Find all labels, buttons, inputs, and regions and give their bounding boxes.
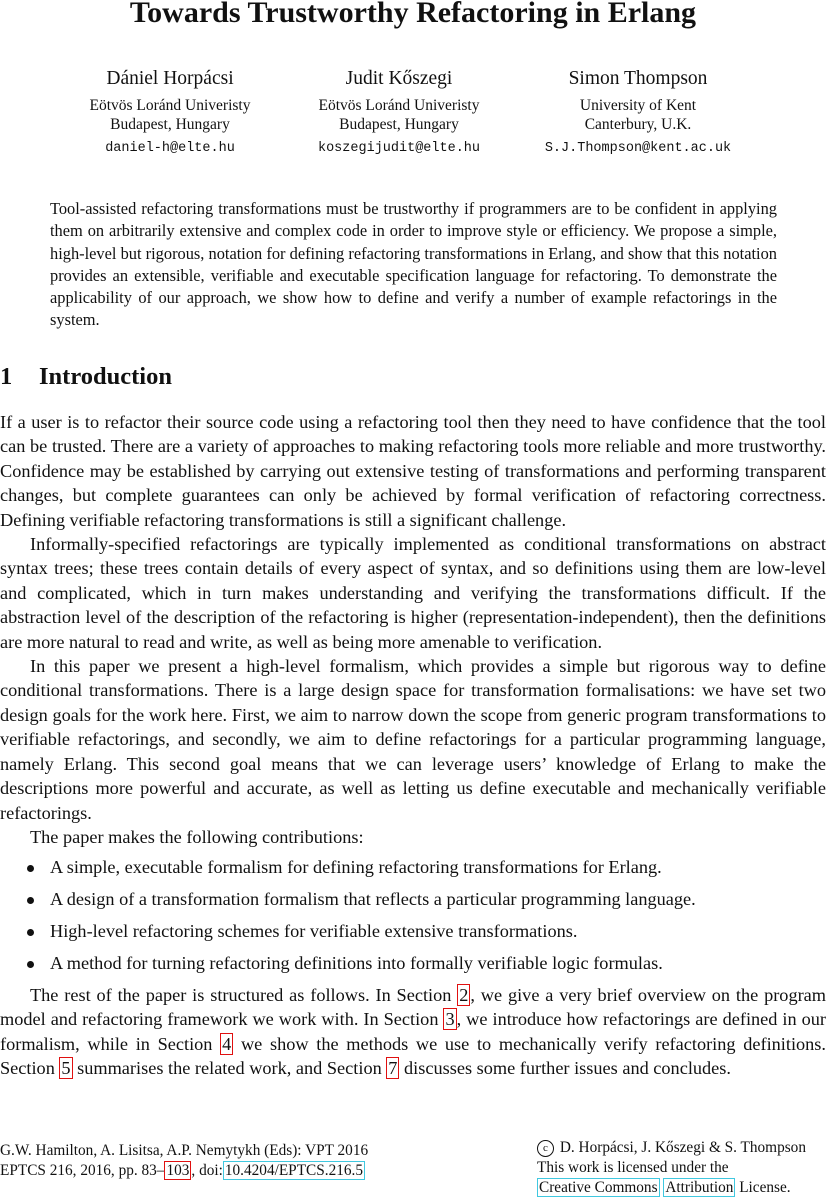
section-body	[0, 410, 826, 1081]
author-email[interactable]: S.J.Thompson@kent.ac.uk	[544, 141, 732, 156]
list-item	[0, 887, 826, 911]
copyright-line	[537, 1138, 806, 1158]
license-text: This work is licensed under the	[537, 1159, 729, 1176]
attribution-link[interactable]: Attribution	[665, 1179, 734, 1196]
text-run: we show the methods we use to mechanically verify refactoring definitions. Section	[0, 1033, 826, 1079]
author-block	[274, 66, 524, 158]
author-email[interactable]: daniel-h@elte.hu	[105, 141, 235, 156]
section-number: 1	[0, 363, 13, 390]
text-run: License.	[735, 1179, 791, 1196]
section-ref-link[interactable]: 2	[459, 984, 469, 1005]
outline-paragraph	[0, 983, 826, 1081]
author-location: Budapest, Hungary	[110, 116, 230, 133]
list-item	[0, 855, 826, 879]
author-institution: Eötvös Loránd Univeristy	[318, 97, 480, 114]
section-heading	[0, 361, 172, 393]
text-run: , we introduce how refactorings are defined in our formalism, while in Section	[0, 1009, 826, 1054]
author-affiliation	[45, 96, 295, 134]
author-affiliation	[513, 96, 763, 134]
copyright-icon: c	[537, 1140, 554, 1157]
text-run: The rest of the paper is structured as follows. In Section	[30, 984, 458, 1005]
text-run: EPTCS 216, 2016, pp. 83–	[0, 1162, 165, 1179]
section-ref-link[interactable]: 7	[388, 1058, 398, 1079]
abstract: Tool-assisted refactoring transformations must be trustworthy if programmers are to be confident in applying them on arbitrarily extensive and complex code in order to improve style or efficiency. We propose a simple, high-level but rigorous, notation for defining refactoring transformations in Erlang, and show that this notation provides an extensible, verifiable and executable specification language for refactoring. To demonstrate the applicability of our approach, we show how to define and verify a number of example refactorings in the system.	[50, 199, 777, 330]
footer-editors: G.W. Hamilton, A. Lisitsa, A.P. Nemytykh (Eds): VPT 2016	[0, 1142, 369, 1159]
bullet-icon	[27, 929, 34, 936]
paragraph: In this paper we present a high-level formalism, which provides a simple but rigorous way to define conditional transformations. There is a large design space for transformation formalisations: we have set two design goals for the work here. First, we aim to narrow down the scope from generic program transformations to verifiable refactorings, and secondly, we aim to define refactorings for a particular programming language, namely Erlang. This second goal means that we can leverage users’ knowledge of Erlang to make the descriptions more powerful and accurate, as well as letting us define executable and mechanically verifiable refactorings.	[0, 656, 826, 823]
bullet-icon	[27, 961, 34, 968]
license-footer	[537, 1138, 806, 1198]
author-block	[45, 66, 295, 158]
author-email[interactable]: koszegijudit@elte.hu	[317, 141, 481, 156]
list-item	[0, 951, 826, 975]
creative-commons-link[interactable]: Creative Commons	[539, 1179, 658, 1196]
text-run: summarises the related work, and Section	[72, 1058, 387, 1079]
text-run: , we give a very brief overview on the program model and refactoring framework we work with. In Section	[0, 984, 826, 1030]
author-name: Simon Thompson	[568, 68, 708, 89]
section-title: Introduction	[39, 363, 172, 390]
list-item	[0, 919, 826, 943]
footer-citation	[0, 1161, 368, 1181]
author-institution: University of Kent	[579, 97, 697, 114]
last-page-link[interactable]: 103	[166, 1162, 190, 1179]
paragraph: The paper makes the following contributions:	[30, 826, 364, 847]
license-line	[537, 1178, 806, 1198]
author-location: Canterbury, U.K.	[584, 116, 692, 133]
section-ref-link[interactable]: 5	[61, 1058, 71, 1079]
text-run: discusses some further issues and concludes.	[399, 1058, 731, 1079]
paragraph: Informally-specified refactorings are typically implemented as conditional transformations on abstract syntax trees; these trees contain details of every aspect of syntax, and so definitions using them are low-level and complicated, which in turn makes understanding and verifying the transformations difficult. If the abstraction level of the description of the refactoring is higher (representation-independent), then the definitions are more natural to read and write, as well as being more amenable to verification.	[0, 534, 826, 652]
list-item-text: A method for turning refactoring definitions into formally verifiable logic formulas.	[50, 953, 663, 974]
author-name: Dániel Horpácsi	[106, 68, 234, 89]
paper-title: Towards Trustworthy Refactoring in Erlang	[129, 0, 697, 29]
publication-footer	[0, 1141, 368, 1181]
section-ref-link[interactable]: 4	[222, 1033, 232, 1054]
bullet-icon	[27, 865, 34, 872]
author-institution: Eötvös Loránd Univeristy	[89, 97, 251, 114]
author-location: Budapest, Hungary	[339, 116, 459, 133]
list-item-text: High-level refactoring schemes for verifiable extensive transformations.	[50, 921, 578, 942]
section-ref-link[interactable]: 3	[445, 1009, 455, 1030]
text-run: , doi:	[191, 1162, 223, 1179]
bullet-icon	[27, 897, 34, 904]
copyright-text: D. Horpácsi, J. Kőszegi & S. Thompson	[559, 1139, 806, 1156]
author-block	[513, 66, 763, 158]
doi-link[interactable]: 10.4204/EPTCS.216.5	[224, 1162, 363, 1179]
contributions-list	[0, 855, 826, 975]
author-affiliation	[274, 96, 524, 134]
list-item-text: A simple, executable formalism for defining refactoring transformations for Erlang.	[50, 857, 662, 878]
paragraph: If a user is to refactor their source code using a refactoring tool then they need to have confidence that the tool can be trusted. There are a variety of approaches to making refactoring tools more reliable and more trustworthy. Confidence may be established by carrying out extensive testing of transformations and performing transparent changes, but complete guarantees can only be achieved by formal verification of refactoring correctness. Defining verifiable refactoring transformations is still a significant challenge.	[0, 412, 826, 530]
list-item-text: A design of a transformation formalism that reflects a particular programming language.	[50, 889, 696, 910]
author-name: Judit Kőszegi	[345, 68, 453, 89]
